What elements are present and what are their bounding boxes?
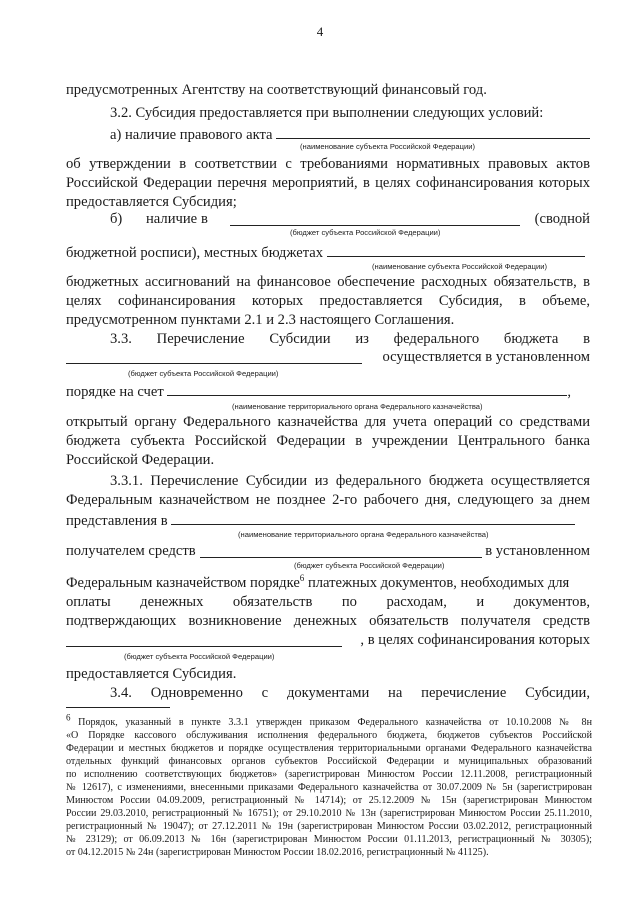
paragraph-line [66, 243, 590, 262]
paragraph-line: предусмотренном пунктами 2.1 и 2.3 настоящего Соглашения. [66, 312, 455, 328]
paragraph-line: предоставляется Субсидия. [66, 666, 237, 682]
paragraph-line: Российской Федерации перечня мероприятий, в целях софинансирования которых [66, 175, 590, 191]
blank-field [66, 633, 342, 647]
footnote-line: № 23129); от 06.09.2013 № 16н (зарегистрирован Минюстом России 01.11.2013, регистрационный № 30305); [66, 834, 592, 845]
paragraph-line [66, 511, 590, 530]
footnote-line: Федерации и местных бюджетов и порядке осуществления территориальными органами Федерального казначейства [66, 743, 592, 754]
line-text: наличие [146, 211, 198, 227]
blank-field [230, 212, 520, 226]
field-caption: (бюджет субъекта Российской Федерации) [294, 561, 445, 570]
footnote-line: «О Порядке кассового обслуживания исполнения федерального бюджета, бюджетов субъектов Российской [66, 730, 592, 741]
line-text: Федеральным казначейством порядке [66, 575, 300, 591]
line-text: , [567, 384, 572, 400]
paragraph-line: об утверждении в соответствии с требованиями нормативных правовых актов [66, 156, 590, 172]
field-caption: (бюджет субъекта Российской Федерации) [128, 369, 279, 378]
footnote-line: регистрационный № 19047); от 27.12.2011 № 19н (зарегистрирован Минюстом России 03.02.2012, регистрационный [66, 821, 592, 832]
blank-field [66, 350, 362, 364]
footnote-text: Порядок, указанный в пункте 3.3.1 утвержден приказом Федерального казначейства от 10.10.2008 № 8н [70, 717, 592, 728]
footnote-line: по исполнению соответствующих бюджетов» (зарегистрирован Минюстом России 12.11.2008, регистрационный [66, 769, 592, 780]
field-caption: (наименование территориального органа Федерального казначейства) [238, 530, 489, 539]
blank-field [167, 382, 567, 396]
paragraph-line: бюджета субъекта Российской Федерации в учреждении Центрального банка [66, 433, 590, 449]
field-caption: (наименование субъекта Российской Федерации) [300, 142, 475, 151]
blank-field [171, 511, 575, 525]
field-caption: (наименование территориального органа Федерального казначейства) [232, 402, 483, 411]
paragraph-line: Российской Федерации. [66, 452, 215, 468]
paragraph-line: 3.3. Перечисление Субсидии из федерального бюджета в [110, 331, 590, 347]
paragraph-line: предусмотренных Агентству на соответствующий финансовый год. [66, 82, 487, 98]
footnote-line: Минюстом России 04.09.2009, регистрационный № 14714); от 25.12.2009 № 15н (зарегистрирован Минюстом [66, 795, 592, 806]
line-text: (сводной [534, 211, 590, 227]
page-number: 4 [316, 24, 324, 39]
footnote-ref: 6 [299, 573, 305, 584]
paragraph-line: целях софинансирования которых предоставляется Субсидия, в объеме, [66, 293, 590, 309]
footnote-mark: 6 [66, 712, 71, 723]
line-text: бюджетной росписи), местных бюджетах [66, 245, 324, 261]
footnote-line: от 04.12.2015 № 24н (зарегистрирован Минюстом России 18.02.2016, регистрационный № 41125). [66, 847, 489, 858]
line-text: в [201, 211, 208, 227]
paragraph-line: открытый органу Федерального казначейства для учета операций со средствами [66, 414, 590, 430]
paragraph-line: 3.4. Одновременно с документами на перечисление Субсидии, [110, 685, 590, 701]
footnote-separator [66, 707, 170, 708]
line-text: в установленном [485, 543, 590, 559]
line-text: осуществляется в установленном [382, 349, 590, 365]
field-caption: (бюджет субъекта Российской Федерации) [290, 228, 441, 237]
line-text: платежных документов, необходимых для [304, 575, 570, 591]
footnote-line [66, 712, 592, 730]
footnote-line: отдельных функций финансовых органов субъектов Российской Федерации и муниципальных образований [66, 756, 592, 767]
footnote-line: № 12617), с изменениями, внесенными приказами Федерального казначейства от 30.07.2009 № 5н (зарегистрирован [66, 782, 592, 793]
blank-field [200, 544, 482, 558]
field-caption: (наименование субъекта Российской Федерации) [372, 262, 547, 271]
paragraph-line: бюджетных ассигнований на финансовое обеспечение расходных обязательств, в [66, 274, 590, 290]
line-text: порядке на счет [66, 384, 164, 400]
paragraph-line [66, 382, 590, 401]
paragraph-line: 3.2. Субсидия предоставляется при выполнении следующих условий: [110, 105, 544, 121]
blank-field [276, 125, 590, 139]
paragraph-line: оплаты денежных обязательств по расходам, и документов, [66, 594, 590, 610]
line-text: б) [110, 211, 123, 227]
footnote-line: России 29.03.2010, регистрационный № 16751); от 29.10.2010 № 13н (зарегистрирован Минюстом России 25.11.2010, [66, 808, 592, 819]
blank-field [327, 243, 585, 257]
paragraph-line: 3.3.1. Перечисление Субсидии из федерального бюджета осуществляется [110, 473, 590, 489]
paragraph-line: предоставляется Субсидия; [66, 194, 237, 210]
paragraph-line: Федеральным казначейством не позднее 2-го рабочего дня, следующего за днем [66, 492, 590, 508]
line-text: , в целях софинансирования которых [360, 632, 590, 648]
paragraph-line [66, 574, 590, 592]
paragraph-line: подтверждающих возникновение денежных обязательств получателя средств [66, 613, 590, 629]
line-text: получателем средств [66, 543, 196, 559]
line-text: а) наличие правового акта [110, 127, 273, 143]
line-text: представления в [66, 513, 168, 529]
field-caption: (бюджет субъекта Российской Федерации) [124, 652, 275, 661]
